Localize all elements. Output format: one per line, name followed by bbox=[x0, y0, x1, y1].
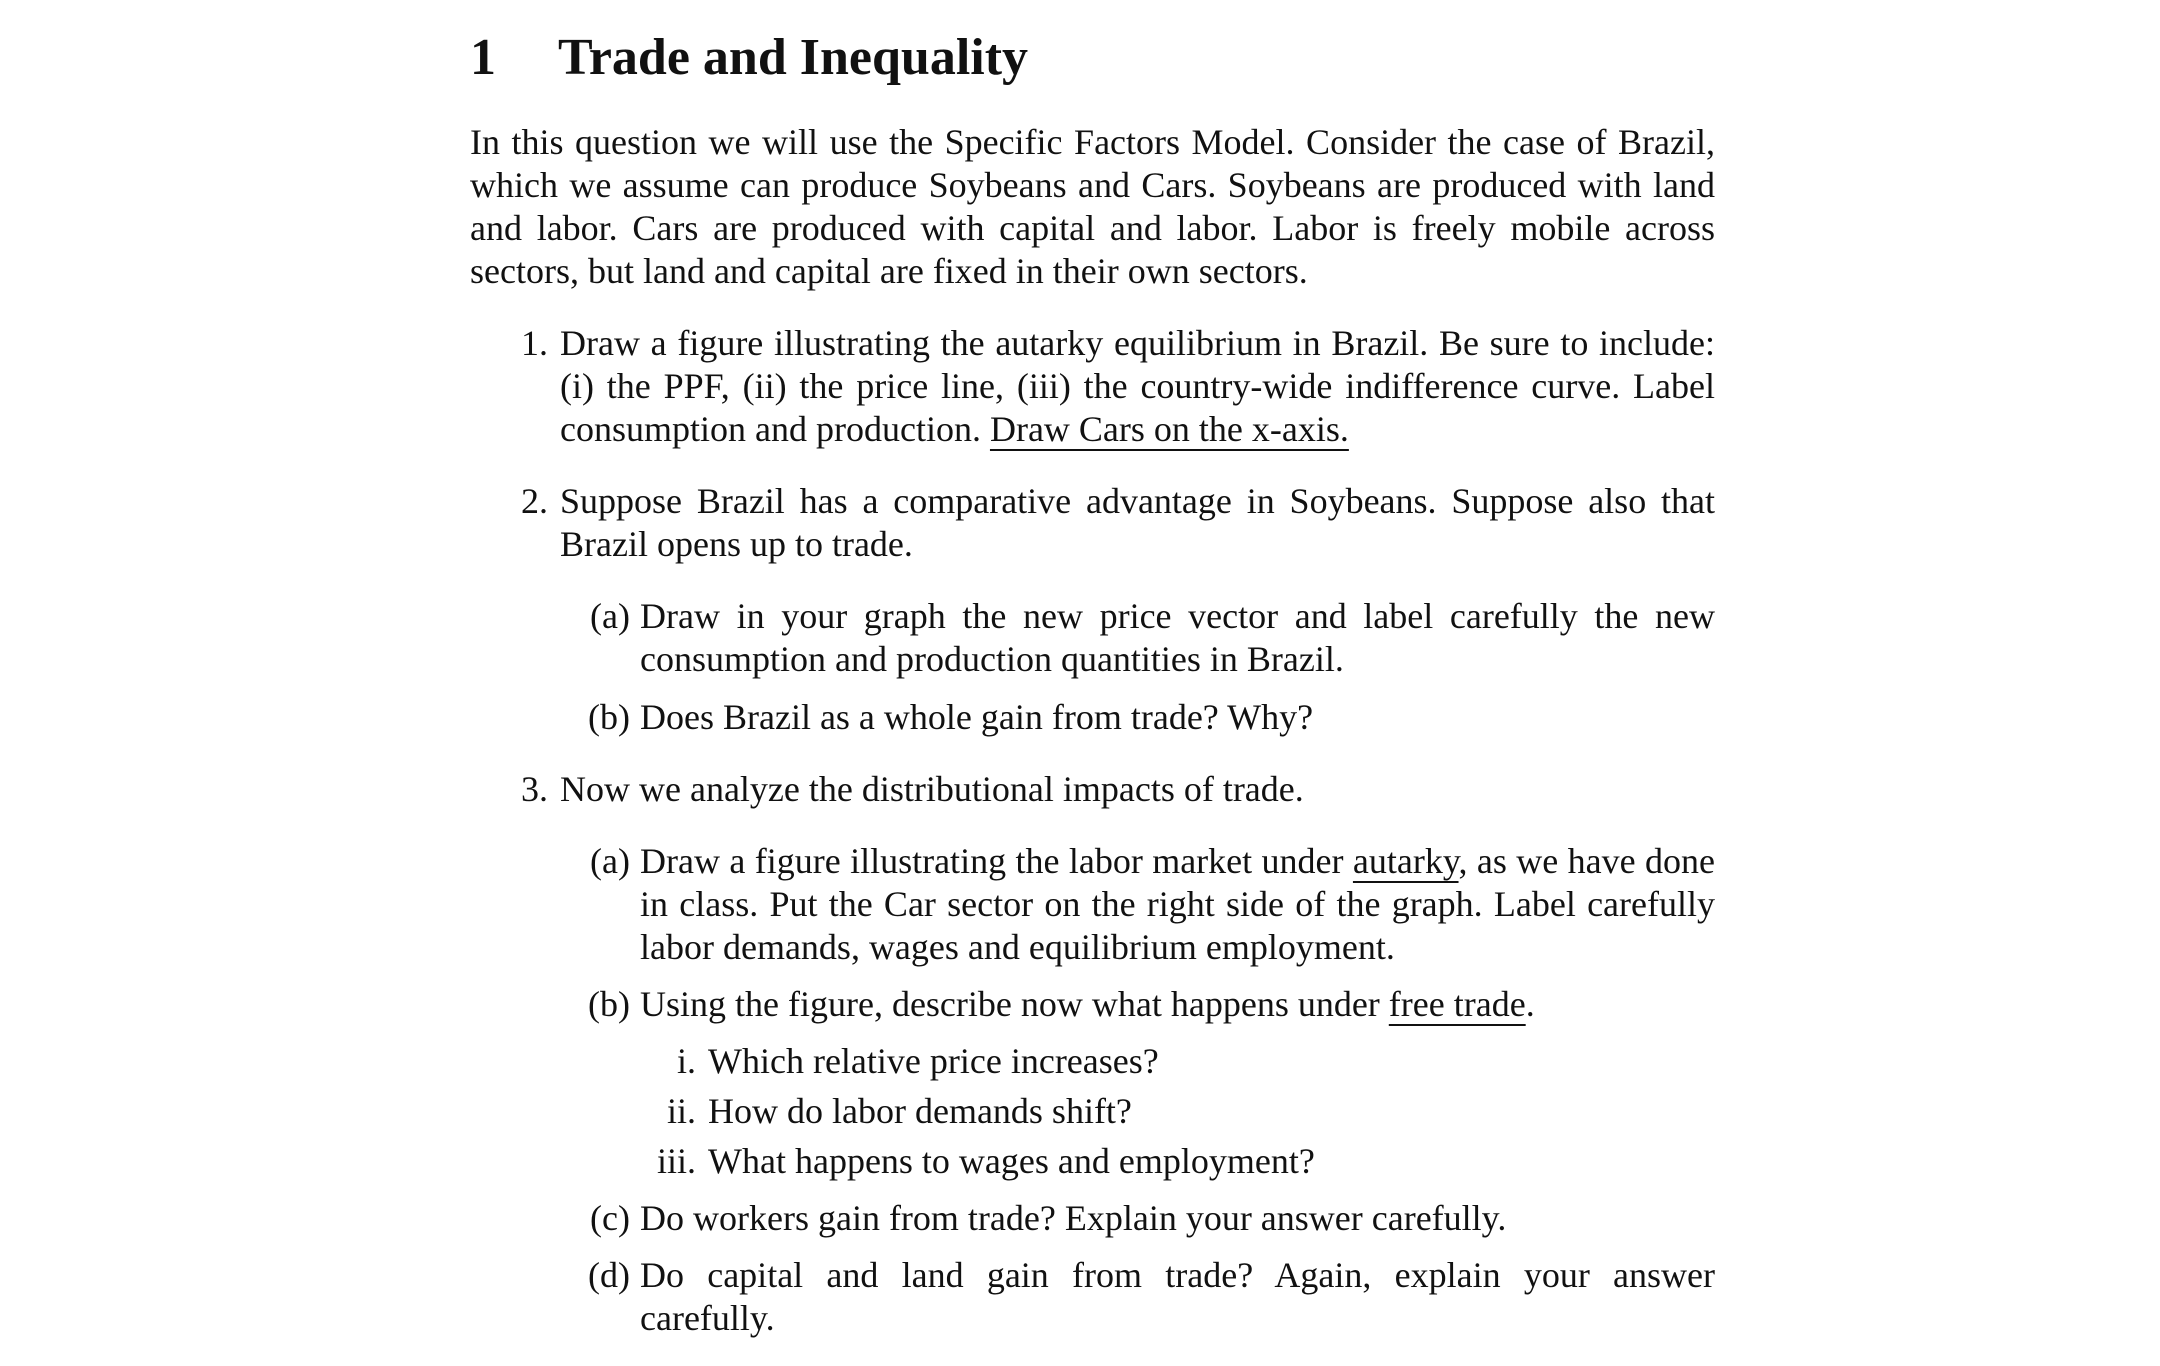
intro-paragraph: In this question we will use the Specific Factors Model. Consider the case of Brazil, which we assume can produce Soybeans and Cars. Soybeans are produced with land and labor. Cars are produced with capital and labor. Labor is freely mobile across sectors, but land and capital are fixed in their own sectors. bbox=[470, 122, 1715, 291]
section-title: Trade and Inequality bbox=[558, 29, 1029, 86]
section-number: 1 bbox=[470, 29, 496, 86]
question-3b-ii-text: How do labor demands shift? bbox=[708, 1091, 1132, 1131]
question-3d-marker: (d) bbox=[588, 1255, 630, 1295]
question-3-text: Now we analyze the distributional impacts of trade. bbox=[560, 769, 1304, 809]
question-3b-iii-text: What happens to wages and employment? bbox=[708, 1141, 1315, 1181]
question-3a bbox=[590, 840, 1716, 969]
question-3-marker: 3. bbox=[521, 769, 548, 809]
question-3b-iii-marker: iii. bbox=[656, 1141, 696, 1181]
question-3b-text-end: . bbox=[1525, 984, 1535, 1024]
question-3b-i-marker: i. bbox=[676, 1041, 696, 1081]
question-2b-text: Does Brazil as a whole gain from trade? Why? bbox=[640, 697, 1314, 737]
question-3b-iii bbox=[656, 1140, 1708, 1183]
section-heading bbox=[470, 30, 1028, 86]
question-3c-marker: (c) bbox=[590, 1198, 630, 1238]
question-3b-i-text: Which relative price increases? bbox=[708, 1041, 1159, 1081]
question-3d-text: Do capital and land gain from trade? Again, explain your answer carefully. bbox=[640, 1255, 1715, 1338]
question-2 bbox=[521, 480, 1715, 566]
question-2a-marker: (a) bbox=[590, 596, 630, 636]
question-3a-marker: (a) bbox=[590, 841, 630, 881]
question-3a-underlined: autarky bbox=[1352, 841, 1459, 881]
question-3c-text: Do workers gain from trade? Explain your answer carefully. bbox=[640, 1198, 1507, 1238]
question-3b-text-start: Using the figure, describe now what happens under bbox=[640, 984, 1380, 1024]
question-2b bbox=[588, 696, 1715, 739]
question-3c bbox=[590, 1197, 1715, 1240]
question-3b-ii-marker: ii. bbox=[666, 1091, 696, 1131]
question-3b-underlined: free trade bbox=[1388, 984, 1526, 1024]
question-2a-text: Draw in your graph the new price vector and label carefully the new consumption and production quantities in Brazil. bbox=[640, 596, 1715, 679]
question-3a-text-end: , as we have done in class. Put the Car sector on the right side of the graph. Label carefully labor demands, wages and equilibrium employment. bbox=[640, 841, 1716, 967]
question-3b bbox=[588, 983, 1715, 1026]
question-1-marker: 1. bbox=[521, 323, 548, 363]
question-2-marker: 2. bbox=[521, 481, 548, 521]
question-3b-ii bbox=[666, 1090, 1708, 1133]
question-1-text: Draw a figure illustrating the autarky equilibrium in Brazil. Be sure to include: (i) the PPF, (ii) the price line, (iii) the country-wide indifference curve. Label consumption and production. bbox=[560, 323, 1715, 449]
question-2a bbox=[590, 595, 1715, 681]
question-2-text: Suppose Brazil has a comparative advantage in Soybeans. Suppose also that Brazil opens up to trade. bbox=[560, 481, 1715, 564]
question-3d bbox=[588, 1254, 1715, 1340]
question-1-underlined-note: Draw Cars on the x-axis. bbox=[989, 409, 1349, 449]
question-2b-marker: (b) bbox=[588, 697, 630, 737]
question-3 bbox=[521, 768, 1715, 811]
question-3a-text-start: Draw a figure illustrating the labor market under bbox=[640, 841, 1344, 881]
question-3b-i bbox=[676, 1040, 1708, 1083]
question-3b-marker: (b) bbox=[588, 984, 630, 1024]
question-1 bbox=[521, 322, 1715, 451]
